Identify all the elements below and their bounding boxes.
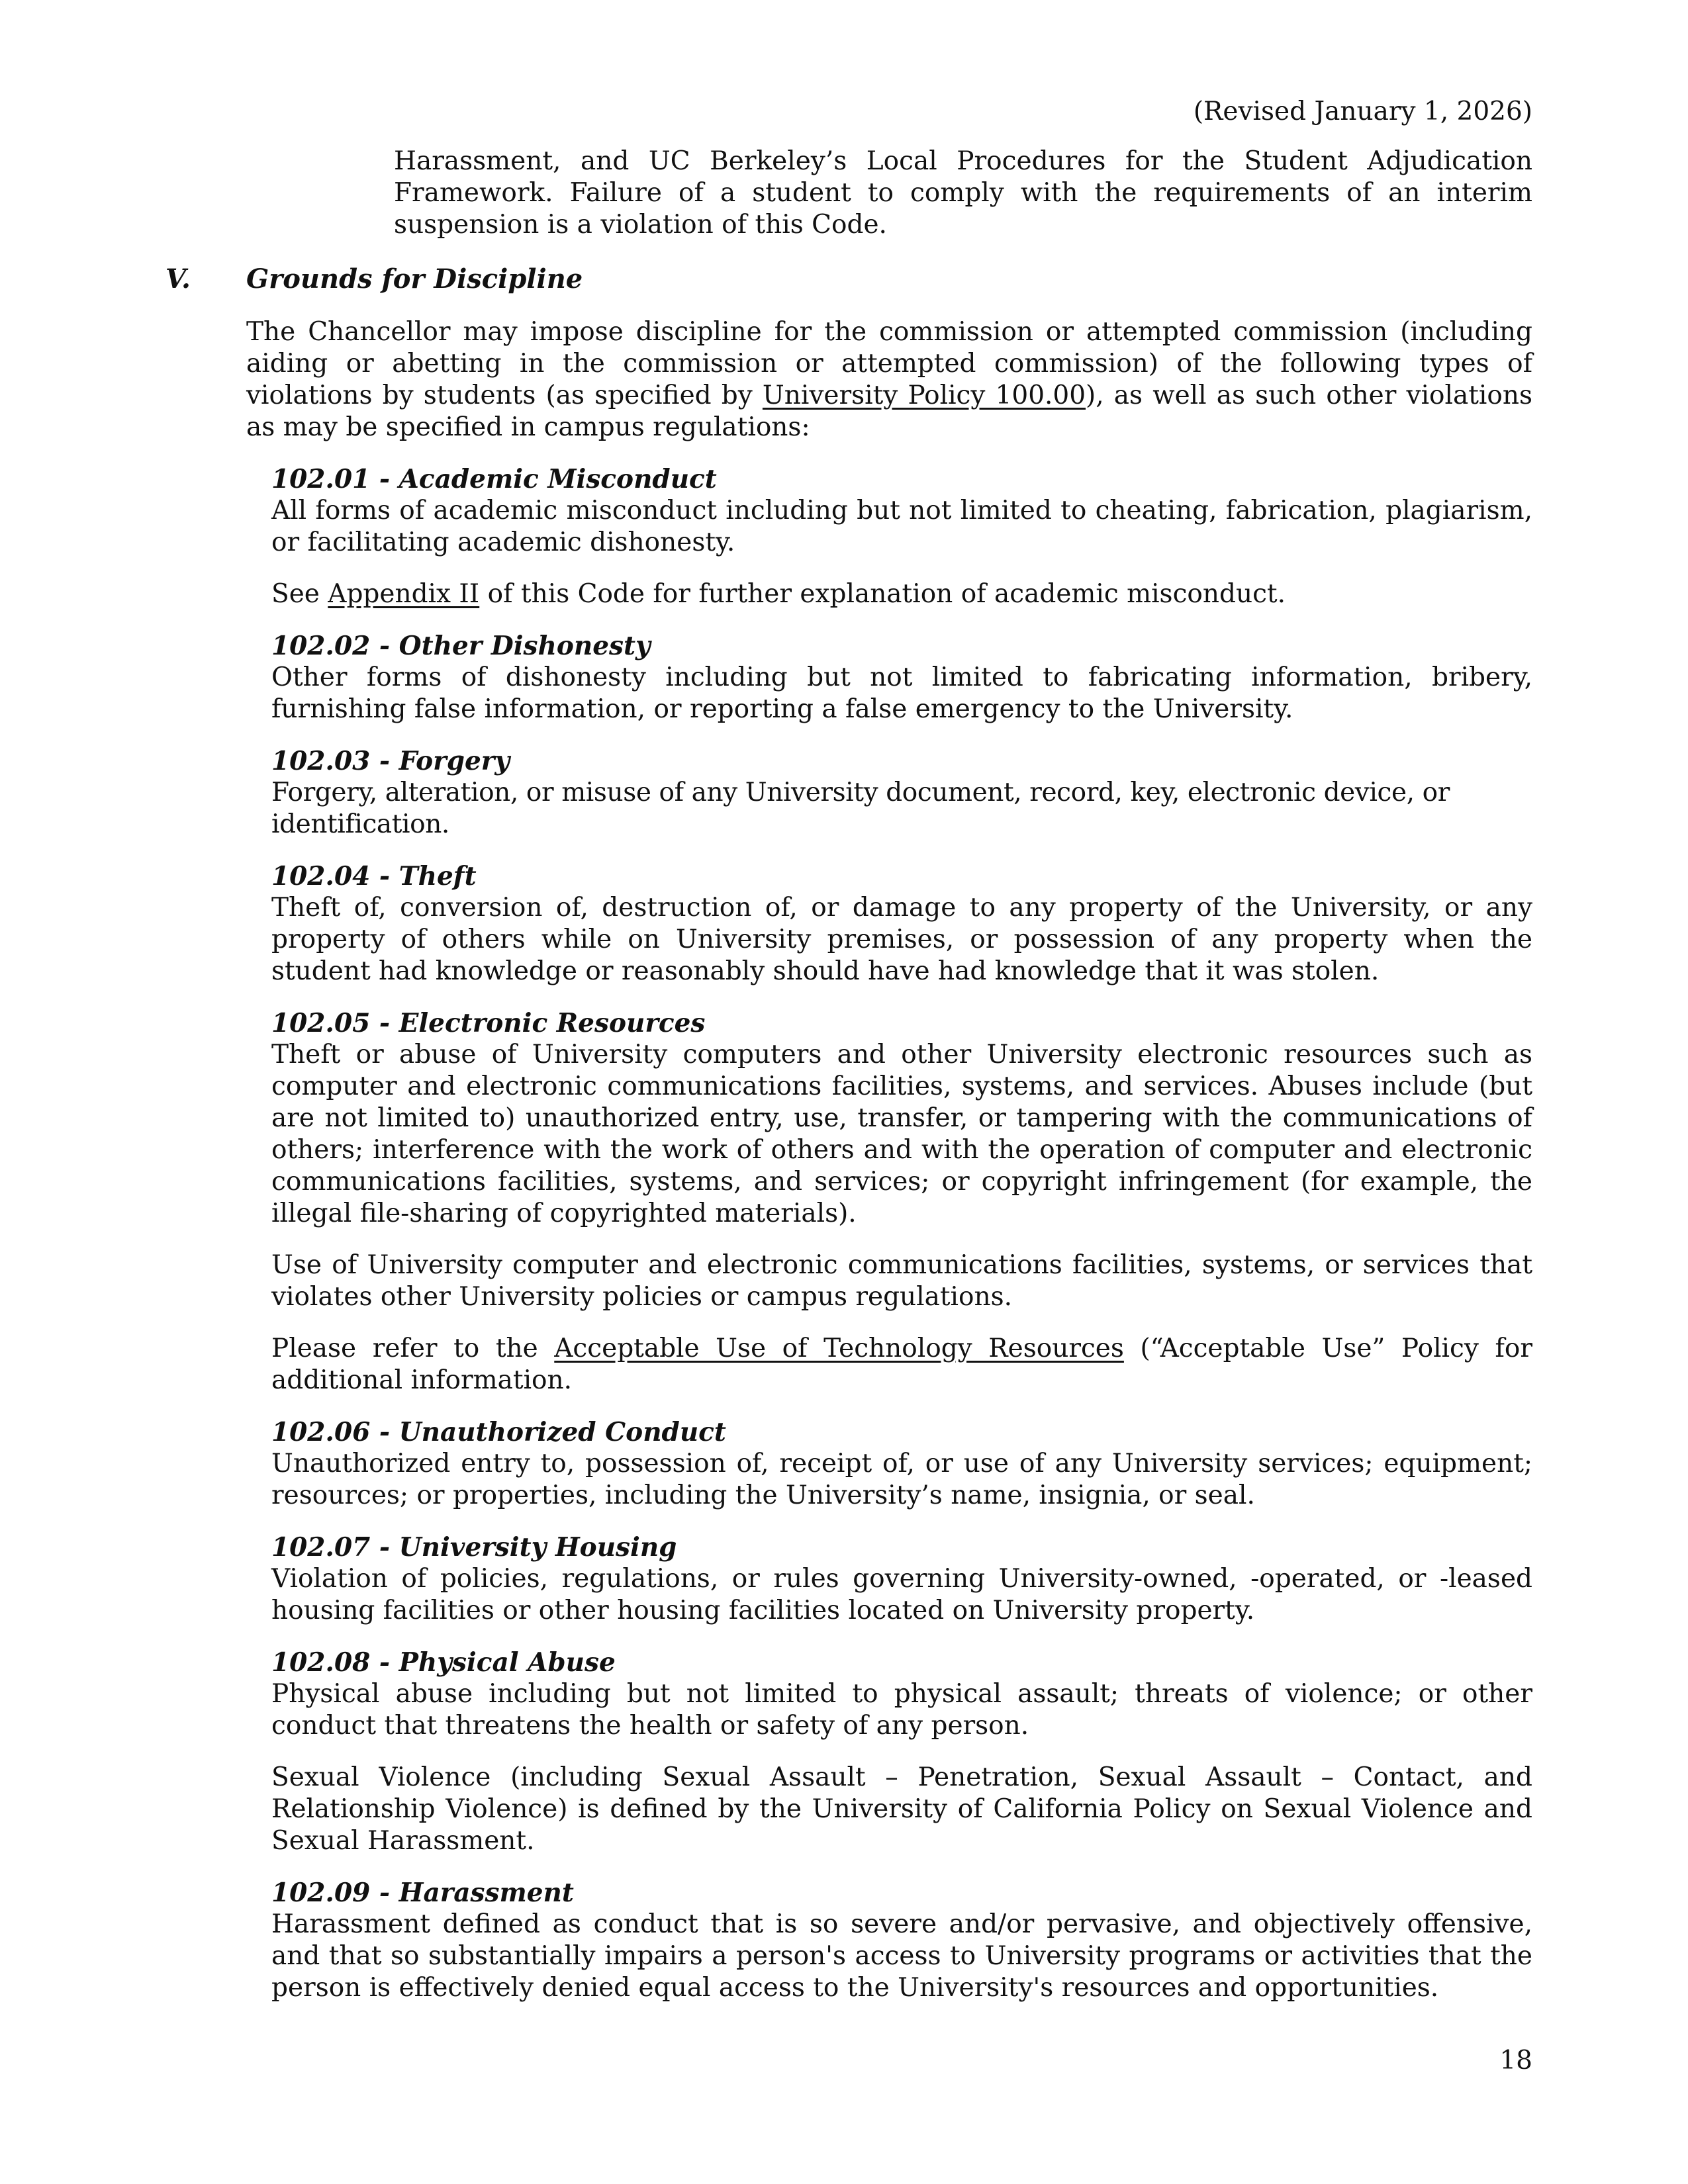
section-heading [165, 263, 583, 295]
violation-text: All forms of academic misconduct including but not limited to cheating, fabrication, plagiarism, or facilitating academic dishonesty. [271, 496, 1532, 557]
violation-physical-abuse [271, 1647, 1532, 1857]
violation-refer-note [271, 1333, 1532, 1396]
section-number: V. [165, 263, 191, 295]
violation-text: Other forms of dishonesty including but not limited to fabricating information, bribery, furnishing false information, or reporting a false emergency to the University. [271, 662, 1532, 724]
violation-see-note [271, 578, 1532, 610]
violation-unauthorized-conduct [271, 1416, 1532, 1512]
violation-text: Unauthorized entry to, possession of, receipt of, or use of any University services; equipment; resources; or properties, including the University’s name, insignia, or seal. [271, 1449, 1532, 1510]
see-text-end: of this Code for further explanation of academic misconduct. [479, 579, 1286, 609]
violation-list [271, 463, 1532, 2024]
university-policy-link[interactable]: University Policy 100.00 [762, 381, 1086, 410]
violation-electronic-resources [271, 1007, 1532, 1396]
violation-harassment [271, 1877, 1532, 2004]
violation-text-2: Use of University computer and electronic communications facilities, systems, or services that violates other University policies or campus regulations. [271, 1250, 1532, 1312]
violation-university-housing [271, 1531, 1532, 1627]
intro-text: The Chancellor may impose discipline for the commission or attempted commission (including aiding or abetting in the commission or attempted commission) of the following types of violations by students (as specified by [246, 317, 1532, 410]
violation-title: 102.07 - University Housing [271, 1532, 677, 1563]
violation-title: 102.05 - Electronic Resources [271, 1008, 706, 1038]
violation-title: 102.06 - Unauthorized Conduct [271, 1417, 726, 1447]
violation-text-2: Sexual Violence (including Sexual Assault – Penetration, Sexual Assault – Contact, and Relationship Violence) is defined by the University of California Policy on Sexual Violence and Sexual Harassment. [271, 1762, 1532, 1856]
section-intro [246, 316, 1532, 443]
see-text: See [271, 579, 328, 609]
violation-title: 102.04 - Theft [271, 861, 477, 891]
violation-text: Harassment defined as conduct that is so severe and/or pervasive, and objectively offensive, and that so substantially impairs a person's access to University programs or activities that the person is effectively denied equal access to the University's resources and opportunities. [271, 1909, 1532, 2003]
violation-other-dishonesty [271, 630, 1532, 725]
continuation-paragraph: Harassment, and UC Berkeley’s Local Procedures for the Student Adjudication Framework. Failure of a student to comply with the requirements of an interim suspension is a violation of this Code. [394, 146, 1532, 240]
refer-text: Please refer to the [271, 1334, 555, 1363]
revision-date: (Revised January 1, 2026) [1193, 97, 1532, 126]
refer-text-end: (“Acceptable Use” Policy for additional information. [271, 1334, 1532, 1395]
violation-title: 102.03 - Forgery [271, 746, 510, 776]
page-number: 18 [1499, 2046, 1532, 2075]
violation-title: 102.02 - Other Dishonesty [271, 631, 651, 661]
acceptable-use-link[interactable]: Acceptable Use of Technology Resources [554, 1334, 1124, 1363]
violation-title: 102.09 - Harassment [271, 1878, 574, 1908]
appendix-ii-link[interactable]: Appendix II [328, 579, 480, 609]
violation-text: Theft or abuse of University computers and other University electronic resources such as computer and electronic communications facilities, systems, and services. Abuses include (but are not limited to) unauthorized entry, use, transfer, or tampering with the communications of others; interference with the work of others and with the operation of computer and electronic communications facilities, systems, and services; or copyright infringement (for example, the illegal file-sharing of copyrighted materials). [271, 1040, 1532, 1228]
violation-text: Forgery, alteration, or misuse of any University document, record, key, electronic device, or identification. [271, 778, 1450, 839]
violation-text: Theft of, conversion of, destruction of, or damage to any property of the University, or any property of others while on University premises, or possession of any property when the student had knowledge or reasonably should have had knowledge that it was stolen. [271, 893, 1532, 986]
violation-text: Violation of policies, regulations, or rules governing University-owned, -operated, or -leased housing facilities or other housing facilities located on University property. [271, 1564, 1532, 1625]
section-title: Grounds for Discipline [246, 263, 583, 295]
violation-text: Physical abuse including but not limited to physical assault; threats of violence; or other conduct that threatens the health or safety of any person. [271, 1679, 1532, 1741]
violation-title: 102.01 - Academic Misconduct [271, 464, 717, 494]
violation-academic-misconduct [271, 463, 1532, 610]
violation-title: 102.08 - Physical Abuse [271, 1647, 616, 1678]
violation-forgery [271, 745, 1532, 841]
violation-theft [271, 860, 1532, 987]
intro-text-end: ), as well as such other violations as may be specified in campus regulations: [246, 381, 1532, 442]
